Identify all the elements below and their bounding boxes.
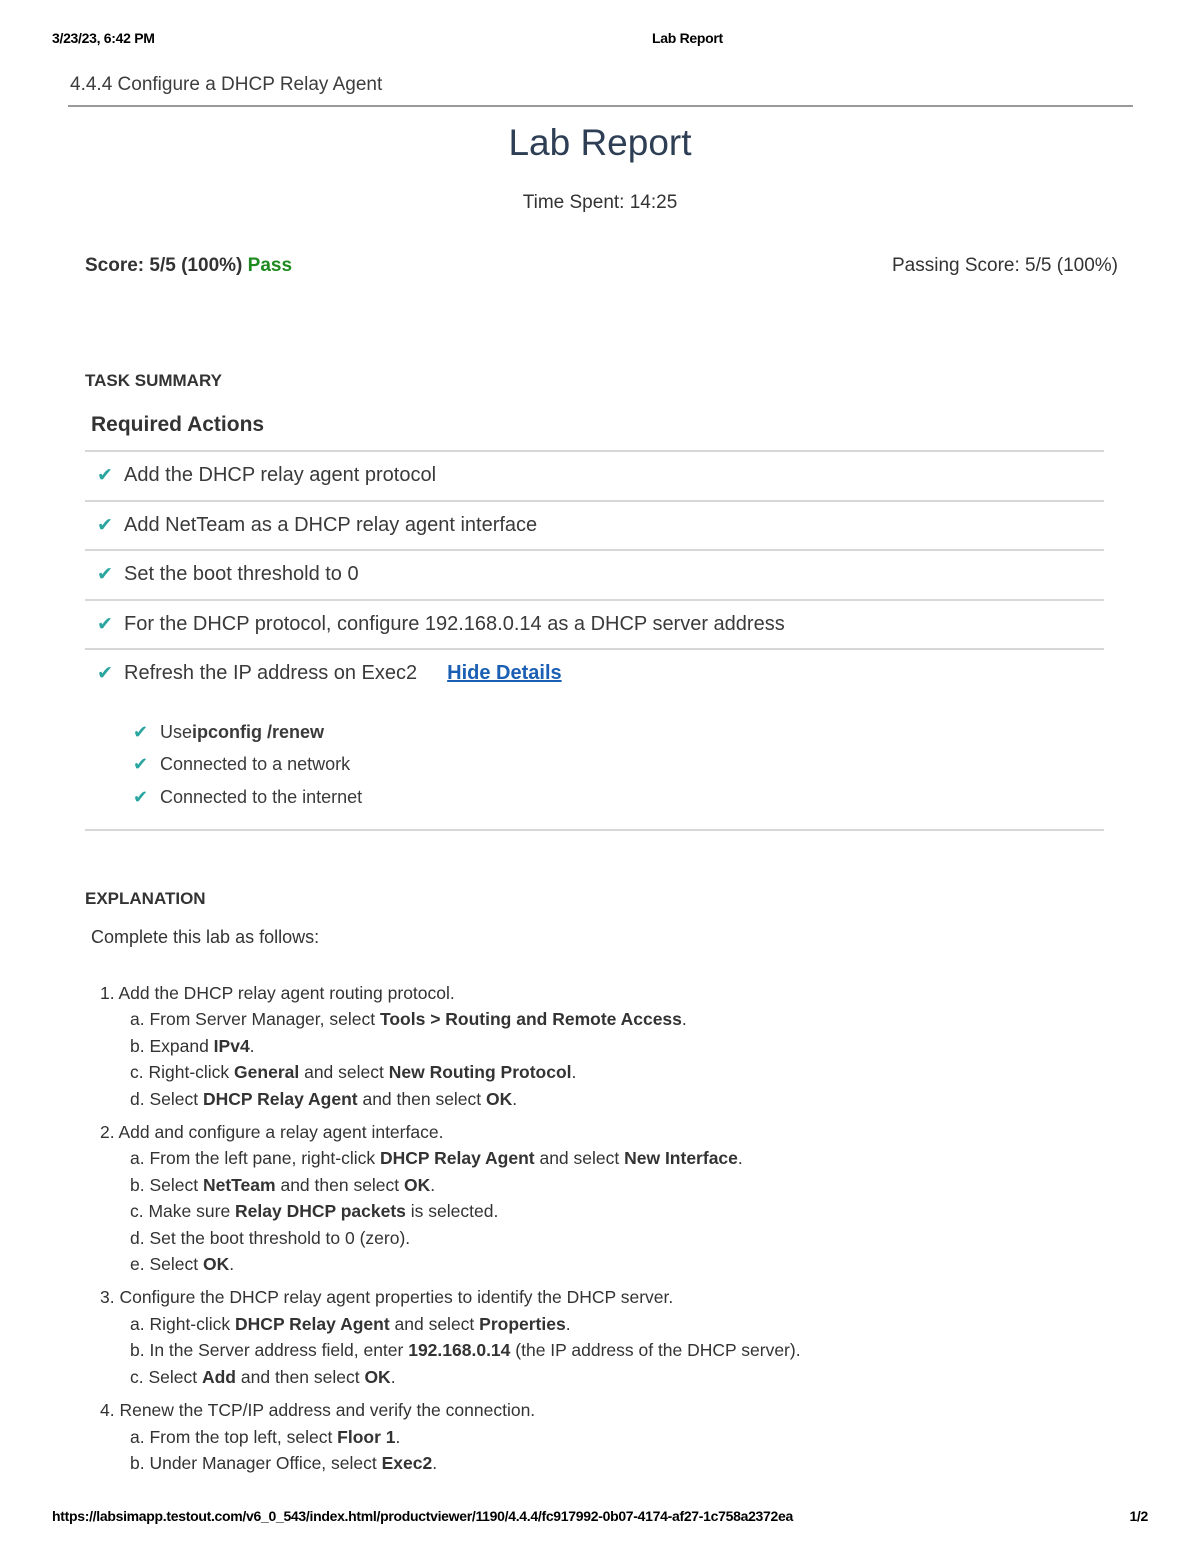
- task-summary-label: TASK SUMMARY: [85, 371, 222, 390]
- explanation-step: [100, 1119, 1100, 1277]
- step-title: 3. Configure the DHCP relay agent properties to identify the DHCP server.: [100, 1287, 674, 1308]
- page-number: 1/2: [1129, 1508, 1148, 1524]
- substep-text: c. Right-click: [130, 1062, 235, 1083]
- ui-term: OK: [202, 1254, 230, 1275]
- divider: [85, 829, 1104, 831]
- substep-text: a. From Server Manager, select: [130, 1009, 380, 1030]
- step-substep: [100, 1364, 1100, 1390]
- task-details: [133, 716, 362, 814]
- ui-term: Relay DHCP packets: [235, 1201, 406, 1222]
- print-title: Lab Report: [652, 30, 723, 46]
- step-substep: [100, 1450, 1100, 1476]
- explanation-intro: Complete this lab as follows:: [91, 927, 320, 947]
- ui-term: 192.168.0.14: [408, 1340, 511, 1361]
- detail-text: Connected to the internet: [160, 786, 363, 807]
- task-item: [85, 500, 1104, 550]
- substep-text: .: [229, 1254, 235, 1275]
- substep-text: and select: [299, 1062, 389, 1083]
- ui-term: DHCP Relay Agent: [235, 1313, 390, 1334]
- substep-text: d. Select: [130, 1088, 203, 1109]
- detail-command: ipconfig /renew: [192, 721, 325, 742]
- substep-text: .: [512, 1088, 518, 1109]
- detail-item: [133, 749, 362, 782]
- substep-text: .: [565, 1313, 571, 1334]
- substep-text: a. From the top left, select: [130, 1426, 338, 1447]
- print-url: https://labsimapp.testout.com/v6_0_543/index.html/productviewer/1190/4.4.4/fc917992-0b07-4174-af27-1c758a2372ea: [52, 1508, 793, 1524]
- ui-term: DHCP Relay Agent: [379, 1148, 535, 1169]
- step-title: 1. Add the DHCP relay agent routing protocol.: [100, 983, 455, 1003]
- substep-text: .: [395, 1426, 401, 1447]
- step-substep: [100, 1033, 1100, 1059]
- substep-text: and then select: [236, 1366, 365, 1387]
- detail-text: Use: [160, 721, 193, 742]
- task-item: [85, 599, 1104, 649]
- step-substep: [100, 1424, 1100, 1450]
- substep-text: a. Right-click: [130, 1313, 236, 1334]
- check-icon: ✔: [97, 613, 113, 635]
- step-title: 2. Add and configure a relay agent interface.: [100, 1122, 444, 1143]
- print-date: 3/23/23, 6:42 PM: [52, 30, 155, 46]
- substep-text: (the IP address of the DHCP server).: [510, 1340, 801, 1361]
- check-icon: ✔: [97, 663, 113, 685]
- task-item: [85, 549, 1104, 599]
- substep-text: and select: [389, 1313, 480, 1334]
- step-substep: [100, 1198, 1100, 1224]
- pass-badge: Pass: [247, 255, 293, 276]
- ui-term: New Interface: [624, 1148, 738, 1169]
- substep-text: b. Expand: [130, 1035, 214, 1056]
- detail-text: Connected to a network: [160, 754, 351, 775]
- ui-term: Exec2: [381, 1452, 433, 1473]
- step-substep: [100, 1311, 1100, 1337]
- score: [85, 255, 292, 277]
- substep-text: .: [430, 1174, 436, 1195]
- substep-text: d. Set the boot threshold to 0 (zero).: [130, 1227, 411, 1248]
- lab-title: 4.4.4 Configure a DHCP Relay Agent: [70, 74, 383, 95]
- ui-term: New Routing Protocol: [388, 1062, 572, 1083]
- substep-text: b. Select: [130, 1174, 203, 1195]
- step-substep: [100, 1251, 1100, 1277]
- substep-text: is selected.: [405, 1201, 499, 1222]
- explanation-step: [100, 1397, 1100, 1476]
- step-substep: [100, 1225, 1100, 1251]
- substep-text: and then select: [275, 1174, 405, 1195]
- task-item-label: Add NetTeam as a DHCP relay agent interface: [124, 513, 538, 536]
- explanation-step: [100, 1284, 1100, 1390]
- task-item-label: For the DHCP protocol, configure 192.168.0.14 as a DHCP server address: [124, 612, 785, 635]
- task-item-label: Refresh the IP address on Exec2: [124, 662, 418, 685]
- step-substep: [100, 1337, 1100, 1363]
- detail-item: [133, 716, 362, 749]
- ui-term: Tools > Routing and Remote Access: [379, 1009, 682, 1030]
- ui-term: OK: [486, 1088, 513, 1109]
- substep-text: .: [432, 1452, 438, 1473]
- time-spent: Time Spent: 14:25: [522, 192, 678, 213]
- substep-text: .: [571, 1062, 577, 1083]
- step-substep: [100, 1006, 1100, 1032]
- substep-text: .: [249, 1035, 255, 1056]
- task-list: [85, 450, 1104, 698]
- ui-term: Floor 1: [337, 1426, 396, 1447]
- substep-text: .: [390, 1366, 396, 1387]
- substep-text: and then select: [357, 1088, 487, 1109]
- step-substep: [100, 1172, 1100, 1198]
- substep-text: e. Select: [130, 1254, 203, 1275]
- task-item: [85, 450, 1104, 500]
- task-item: [85, 648, 1104, 698]
- step-substep: [100, 1086, 1100, 1112]
- explanation-label: EXPLANATION: [85, 889, 206, 908]
- ui-term: Properties: [479, 1313, 566, 1334]
- substep-text: .: [681, 1009, 687, 1030]
- ui-term: IPv4: [213, 1035, 250, 1056]
- substep-text: b. Under Manager Office, select: [130, 1452, 382, 1473]
- check-icon: ✔: [97, 514, 113, 536]
- ui-term: OK: [364, 1366, 391, 1387]
- ui-term: Add: [201, 1366, 237, 1387]
- check-icon: ✔: [133, 786, 149, 807]
- step-substep: [100, 1145, 1100, 1171]
- ui-term: DHCP Relay Agent: [202, 1088, 358, 1109]
- ui-term: OK: [404, 1174, 431, 1195]
- step-substep: [100, 1059, 1100, 1085]
- substep-text: c. Select: [130, 1366, 202, 1387]
- required-actions-heading: Required Actions: [91, 413, 265, 436]
- explanation-steps: [100, 980, 1100, 1483]
- ui-term: NetTeam: [202, 1174, 276, 1195]
- ui-term: General: [234, 1062, 300, 1083]
- substep-text: and select: [534, 1148, 625, 1169]
- substep-text: a. From the left pane, right-click: [130, 1148, 380, 1169]
- check-icon: ✔: [97, 564, 113, 586]
- task-item-label: Add the DHCP relay agent protocol: [124, 464, 437, 487]
- detail-item: [133, 781, 362, 814]
- step-title: 4. Renew the TCP/IP address and verify the connection.: [100, 1400, 536, 1421]
- passing-score: Passing Score: 5/5 (100%): [891, 255, 1118, 276]
- substep-text: b. In the Server address field, enter: [130, 1340, 409, 1361]
- hide-details-link[interactable]: Hide Details: [447, 662, 562, 685]
- substep-text: .: [737, 1148, 743, 1169]
- check-icon: ✔: [97, 465, 113, 487]
- substep-text: c. Make sure: [130, 1201, 236, 1222]
- score-value: Score: 5/5 (100%): [85, 255, 243, 276]
- divider: [68, 105, 1133, 107]
- report-heading: Lab Report: [508, 122, 692, 163]
- check-icon: ✔: [133, 754, 149, 775]
- explanation-step: [100, 980, 1100, 1112]
- task-item-label: Set the boot threshold to 0: [124, 563, 359, 586]
- check-icon: ✔: [133, 721, 149, 742]
